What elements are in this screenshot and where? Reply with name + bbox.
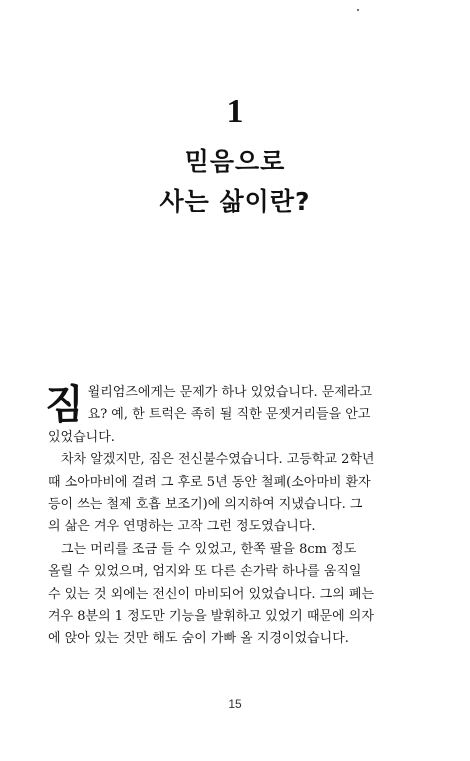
paragraph-1 [45, 381, 426, 449]
drop-cap: 짐 [45, 381, 84, 428]
page-number: 15 [228, 697, 242, 711]
text-line: 의 삶은 겨우 연명하는 고작 그런 정도였습니다. [48, 519, 316, 535]
text-line: 있었습니다. [48, 429, 115, 445]
paragraph-2 [48, 449, 426, 539]
text-line: 올릴 수 있었으며, 엄지와 또 다른 손가락 하나를 움직일 [48, 564, 362, 580]
chapter-title-line-1: 믿음으로 [184, 147, 286, 176]
print-speck [357, 9, 359, 11]
text-line: 에 앉아 있는 것만 해도 숨이 가빠 올 지경이었습니다. [48, 631, 349, 647]
text-line: 그는 머리를 조금 들 수 있었고, 한쪽 팔을 8cm 정도 [61, 541, 357, 557]
chapter-number: 1 [226, 93, 244, 130]
chapter-title-line-2: 사는 삶이란? [159, 187, 311, 216]
body-text [45, 381, 426, 651]
paragraph-3 [48, 539, 426, 651]
chapter-title [0, 142, 470, 222]
text-line: 차차 알겠지만, 짐은 전신불수였습니다. 고등학교 2학년 [61, 452, 375, 468]
text-line: 윌리엄즈에게는 문제가 하나 있었습니다. 문제라고 [87, 385, 373, 400]
text-line: 등이 쓰는 철제 호흡 보조기)에 의지하여 지냈습니다. 그 [48, 497, 363, 513]
text-line: 겨우 8분의 1 정도만 기능을 발휘하고 있었기 때문에 의자 [48, 609, 374, 625]
text-line: 수 있는 것 외에는 전신이 마비되어 있었습니다. 그의 폐는 [48, 586, 375, 602]
text-line: 요? 예, 한 트럭은 족히 될 직한 문젯거리들을 안고 [87, 407, 371, 423]
text-line: 때 소아마비에 걸려 그 후로 5년 동안 철폐(소아마비 환자 [48, 474, 371, 490]
